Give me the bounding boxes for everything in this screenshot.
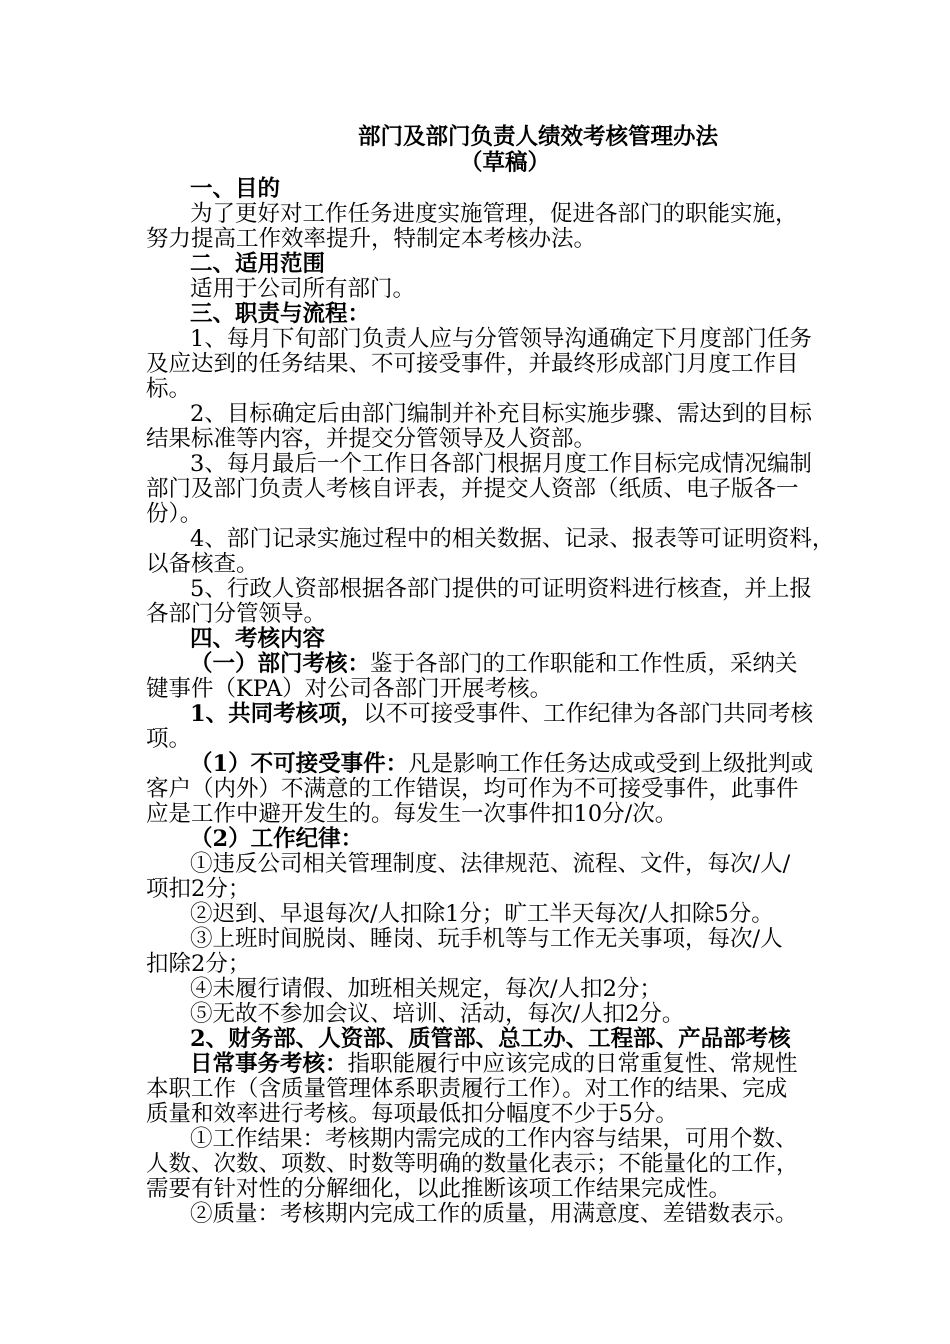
- paragraph-line: ①工作结果：考核期内需完成的工作内容与结果，可用个数、: [190, 1126, 798, 1152]
- paragraph-line: 各部门分管领导。: [146, 601, 327, 627]
- run-text: 以不可接受事件、工作纪律为各部门共同考核: [363, 701, 814, 727]
- paragraph-line: 扣除2分；: [146, 951, 251, 977]
- paragraph-line: 适用于公司所有部门。: [190, 276, 416, 302]
- paragraph-line: 客户（内外）不满意的工作错误，均可作为不可接受事件，此事件: [146, 776, 799, 802]
- paragraph-line: [190, 699, 813, 729]
- paragraph-line: 键事件（KPA）对公司各部门开展考核。: [146, 676, 553, 702]
- paragraph-line: ③上班时间脱岗、睡岗、玩手机等与工作无关事项，每次/人: [190, 926, 783, 952]
- section-4-heading: 四、考核内容: [190, 626, 326, 652]
- paragraph-line: ⑤无故不参加会议、培训、活动，每次/人扣2分。: [190, 1001, 685, 1027]
- paragraph-line: ②迟到、早退每次/人扣除1分；旷工半天每次/人扣除5分。: [190, 901, 774, 927]
- paragraph-line: 以备核查。: [146, 551, 259, 577]
- paragraph-line: 应是工作中避开发生的。每发生一次事件扣10分/次。: [146, 801, 678, 827]
- paragraph-line: 2、目标确定后由部门编制并补充目标实施步骤、需达到的目标: [190, 401, 812, 427]
- paragraph-line: 本职工作（含质量管理体系职责履行工作）。对工作的结果、完成: [146, 1076, 788, 1102]
- run-lead: （一）部门考核：: [190, 651, 371, 677]
- section-1-heading: 一、目的: [190, 176, 281, 202]
- run-lead: 日常事务考核：: [190, 1051, 348, 1077]
- run-text: 鉴于各部门的工作职能和工作性质，采纳关: [370, 651, 798, 677]
- subheading-department-assessment: 2、财务部、人资部、质管部、总工办、工程部、产品部考核: [190, 1026, 791, 1052]
- section-3-heading: 三、职责与流程：: [190, 301, 371, 327]
- paragraph-line: 质量和效率进行考核。每项最低扣分幅度不少于5分。: [146, 1101, 678, 1127]
- run-lead: 1、共同考核项，: [190, 701, 364, 727]
- paragraph-line: 努力提高工作效率提升，特制定本考核办法。: [146, 226, 597, 252]
- run-lead: （1）不可接受事件：: [190, 751, 409, 777]
- paragraph-line: 项。: [146, 726, 192, 752]
- paragraph-line: 需要有针对性的分解细化，以此推断该项工作结果完成性。: [146, 1176, 732, 1202]
- paragraph-line: 3、每月最后一个工作日各部门根据月度工作目标完成情况编制: [190, 451, 812, 477]
- paragraph-line: 4、部门记录实施过程中的相关数据、记录、报表等可证明资料，: [190, 526, 835, 552]
- paragraph-line: 1、每月下旬部门负责人应与分管领导沟通确定下月度部门任务: [190, 326, 812, 352]
- section-2-heading: 二、适用范围: [190, 251, 326, 277]
- paragraph-line: ②质量：考核期内完成工作的质量，用满意度、差错数表示。: [190, 1201, 798, 1227]
- document-subtitle: （草稿）: [460, 150, 551, 176]
- run-text: 凡是影响工作任务达成或受到上级批判或: [408, 751, 814, 777]
- paragraph-line: 标。: [146, 376, 192, 402]
- document-title: 部门及部门负责人绩效考核管理办法: [358, 124, 719, 150]
- subheading-work-discipline: （2）工作纪律：: [190, 826, 364, 852]
- paragraph-line: 5、行政人资部根据各部门提供的可证明资料进行核查，并上报: [190, 576, 812, 602]
- paragraph-line: ①违反公司相关管理制度、法律规范、流程、文件，每次/人/: [190, 851, 791, 877]
- paragraph-line: 结果标准等内容，并提交分管领导及人资部。: [146, 426, 597, 452]
- paragraph-line: 份）。: [146, 501, 203, 527]
- paragraph-line: 人数、次数、项数、时数等明确的数量化表示；不能量化的工作，: [146, 1151, 799, 1177]
- paragraph-line: ④未履行请假、加班相关规定，每次/人扣2分；: [190, 976, 662, 1002]
- paragraph-line: 项扣2分；: [146, 876, 251, 902]
- paragraph-line: 及应达到的任务结果、不可接受事件，并最终形成部门月度工作目: [146, 351, 799, 377]
- paragraph-line: 部门及部门负责人考核自评表，并提交人资部（纸质、电子版各一: [146, 476, 799, 502]
- paragraph-line: 为了更好对工作任务进度实施管理，促进各部门的职能实施，: [190, 201, 798, 227]
- run-text: 指职能履行中应该完成的日常重复性、常规性: [347, 1051, 798, 1077]
